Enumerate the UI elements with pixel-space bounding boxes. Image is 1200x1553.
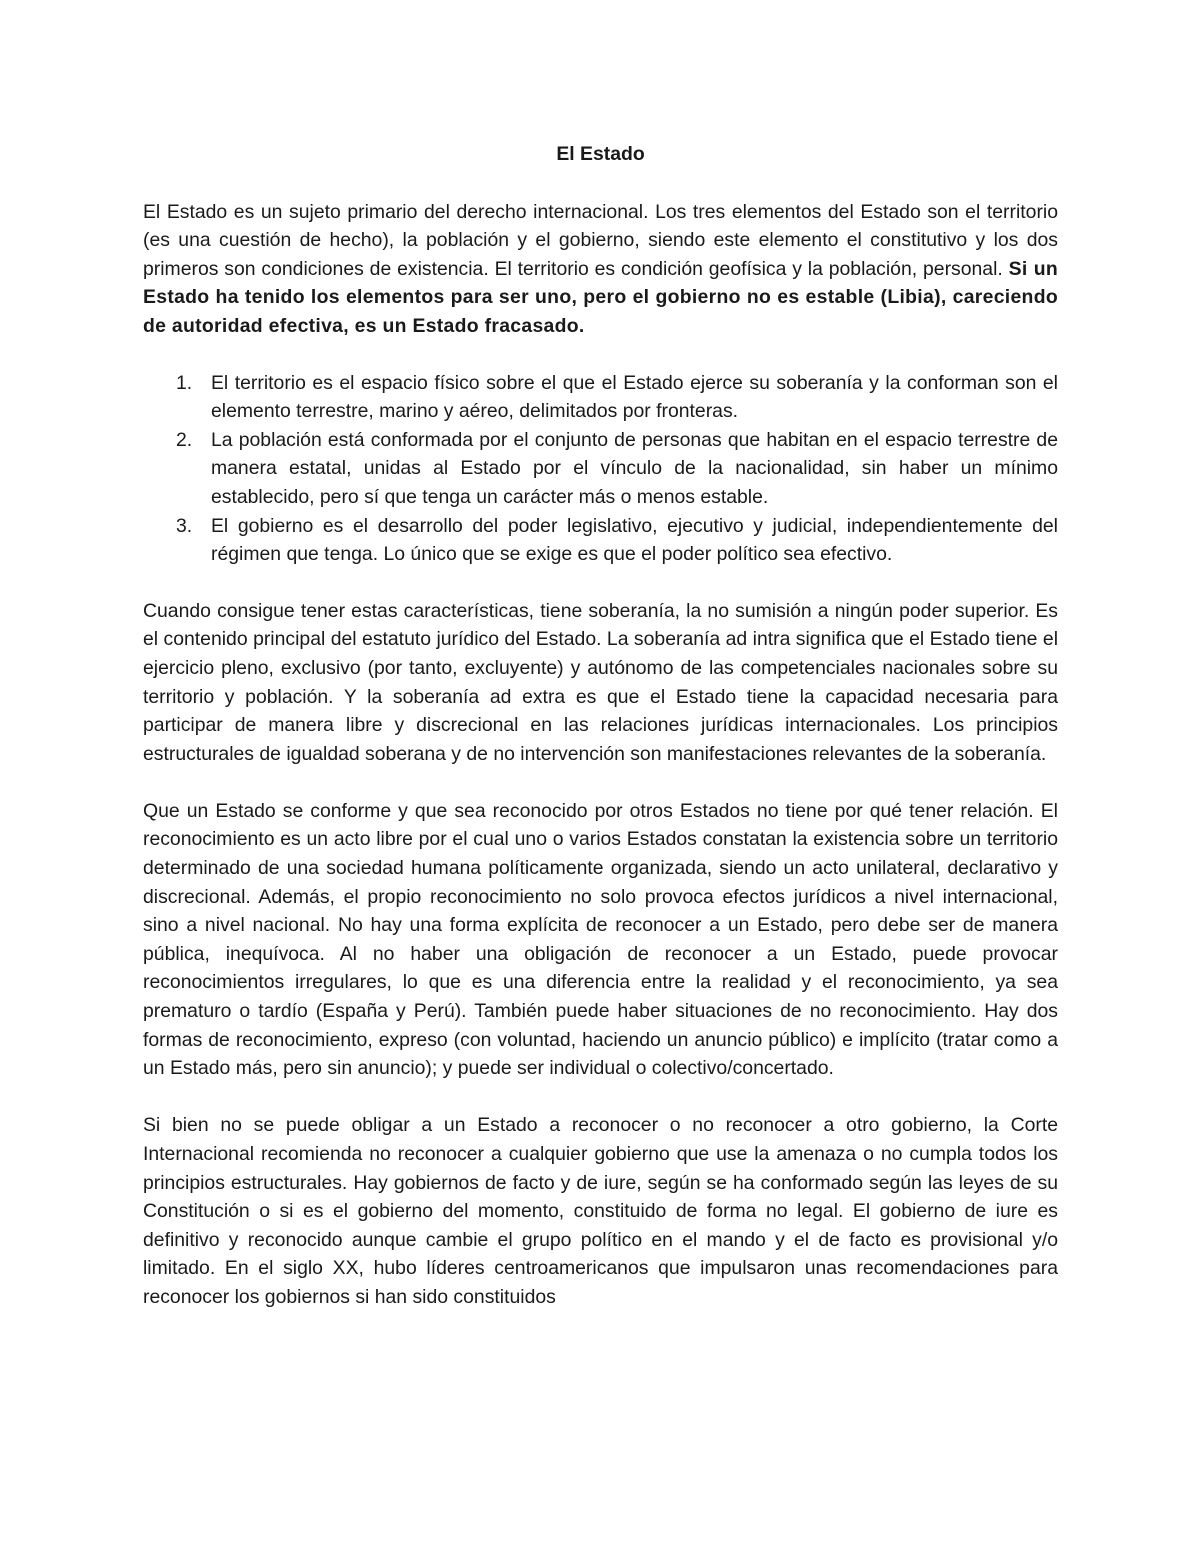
sovereignty-paragraph: Cuando consigue tener estas características, tiene soberanía, la no sumisión a ningún poder superior. Es el contenido principal del estatuto jurídico del Estado. La soberanía ad intra significa que el Estado tiene el ejercicio pleno, exclusivo (por tanto, excluyente) y autónomo de las competenciales nacionales sobre su territorio y población. Y la soberanía ad extra es que el Estado tiene la capacidad necesaria para participar de manera libre y discrecional en las relaciones jurídicas internacionales. Los principios estructurales de igualdad soberana y de no intervención son manifestaciones relevantes de la soberanía. <box>143 599 1058 765</box>
intro-paragraph <box>143 198 1058 341</box>
list-item-text: La población está conformada por el conjunto de personas que habitan en el espacio terrestre de manera estatal, unidas al Estado por el vínculo de la nacionalidad, sin haber un mínimo establecido, pero sí que tenga un carácter más o menos estable. <box>211 428 1058 508</box>
list-item-number: 1. <box>176 371 193 394</box>
document-page <box>143 140 1058 1312</box>
intro-text: El Estado es un sujeto primario del derecho internacional. Los tres elementos del Estado son el territorio (es una cuestión de hecho), la población y el gobierno, siendo este elemento el constitutivo y los dos primeros son condiciones de existencia. El territorio es condición geofísica y la población, personal. <box>143 200 1058 280</box>
page-title: El Estado <box>556 143 645 165</box>
list-item-text: El gobierno es el desarrollo del poder legislativo, ejecutivo y judicial, independientemente del régimen que tenga. Lo único que se exige es que el poder político sea efectivo. <box>211 514 1058 566</box>
recognition-paragraph: Que un Estado se conforme y que sea reconocido por otros Estados no tiene por qué tener relación. El reconocimiento es un acto libre por el cual uno o varios Estados constatan la existencia sobre un territorio determinado de una sociedad humana políticamente organizada, siendo un acto unilateral, declarativo y discrecional. Además, el propio reconocimiento no solo provoca efectos jurídicos a nivel internacional, sino a nivel nacional. No hay una forma explícita de reconocer a un Estado, pero debe ser de manera pública, inequívoca. Al no haber una obligación de reconocer a un Estado, puede provocar reconocimientos irregulares, lo que es una diferencia entre la realidad y el reconocimiento, ya sea prematuro o tardío (España y Perú). También puede haber situaciones de no reconocimiento. Hay dos formas de reconocimiento, expreso (con voluntad, haciendo un anuncio público) e implícito (tratar como a un Estado más, pero sin anuncio); y puede ser individual o colectivo/concertado. <box>143 799 1058 1080</box>
list-item <box>143 426 1058 512</box>
intro-bold-text: Si un Estado ha tenido los elementos para ser uno, pero el gobierno no es estable (Libia), careciendo de autoridad efectiva, es un Estado fracasado. <box>143 257 1058 337</box>
paragraph-spacer <box>143 1083 1058 1112</box>
government-paragraph: Si bien no se puede obligar a un Estado a reconocer o no reconocer a otro gobierno, la Corte Internacional recomienda no reconocer a cualquier gobierno que use la amenaza o no cumpla todos los principios estructurales. Hay gobiernos de facto y de iure, según se ha conformado según las leyes de su Constitución o si es el gobierno del momento, constituido de forma no legal. El gobierno de iure es definitivo y reconocido aunque cambie el grupo político en el mando y el de facto es provisional y/o limitado. En el siglo XX, hubo líderes centroamericanos que impulsaron unas recomendaciones para reconocer los gobiernos si han sido constituidos <box>143 1114 1058 1308</box>
state-elements-list <box>143 369 1058 569</box>
list-item-text: El territorio es el espacio físico sobre el que el Estado ejerce su soberanía y la conforman son el elemento terrestre, marino y aéreo, delimitados por fronteras. <box>211 371 1058 423</box>
paragraph-spacer <box>143 768 1058 797</box>
list-item <box>143 369 1058 426</box>
list-item-number: 3. <box>176 514 193 537</box>
list-item-number: 2. <box>176 428 193 451</box>
list-item <box>143 512 1058 569</box>
